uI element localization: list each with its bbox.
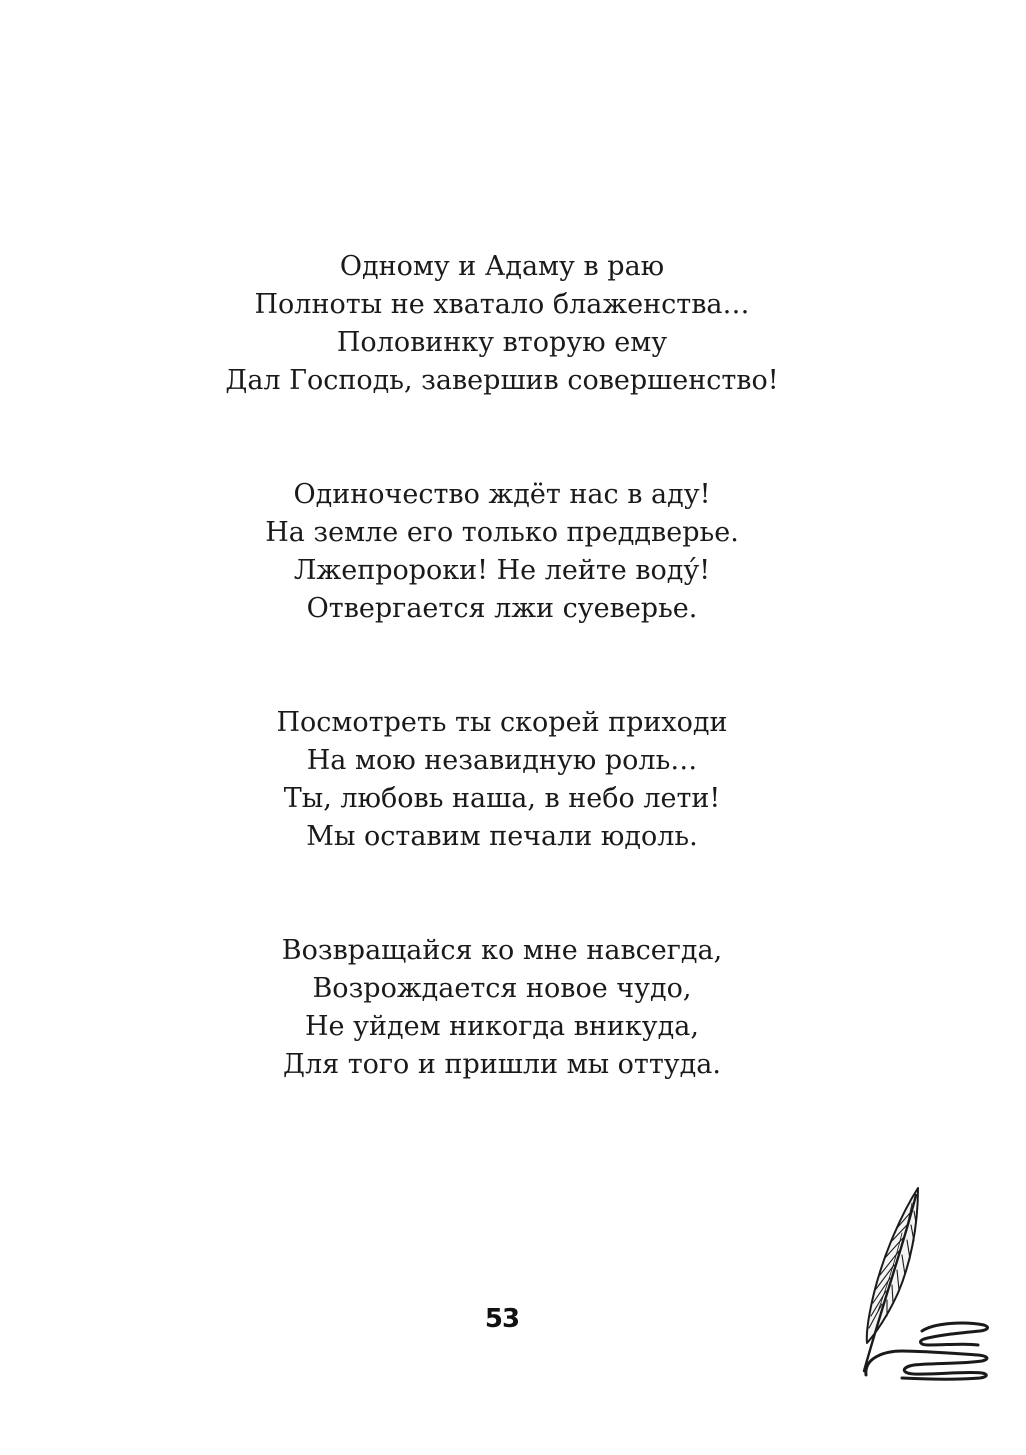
poem-line: Возвращайся ко мне навсегда, [281,935,723,966]
stanza-2 [0,476,1004,628]
poem-line: Полноты не хватало блаженства… [254,289,750,320]
stanza-1 [0,248,1004,400]
poem-line: На земле его только преддверье. [265,517,739,548]
poem-line: Для того и пришли мы оттуда. [283,1049,721,1080]
poem-line: Возрождается новое чудо, [312,973,692,1004]
poem-line: Одному и Адаму в раю [339,251,665,282]
poem-line: На мою незавидную роль… [306,745,698,776]
poem-line: Отвергается лжи суеверье. [306,593,698,624]
poem-line: Дал Господь, завершив совершенство! [225,365,779,396]
quill-pen-icon [852,1183,992,1383]
page-number: 53 [484,1304,520,1334]
poem [0,248,1004,1084]
stanza-4 [0,932,1004,1084]
poem-line: Лжепророки! Не лейте воду́! [293,555,711,586]
poem-line: Мы оставим печали юдоль. [306,821,698,852]
poem-line: Половинку вторую ему [336,327,668,358]
poem-line: Одиночество ждёт нас в аду! [293,479,711,510]
stanza-3 [0,704,1004,856]
poem-line: Ты, любовь наша, в небо лети! [283,783,721,814]
poem-line: Посмотреть ты скорей приходи [276,707,728,738]
poem-line: Не уйдем никогда вникуда, [304,1011,699,1042]
